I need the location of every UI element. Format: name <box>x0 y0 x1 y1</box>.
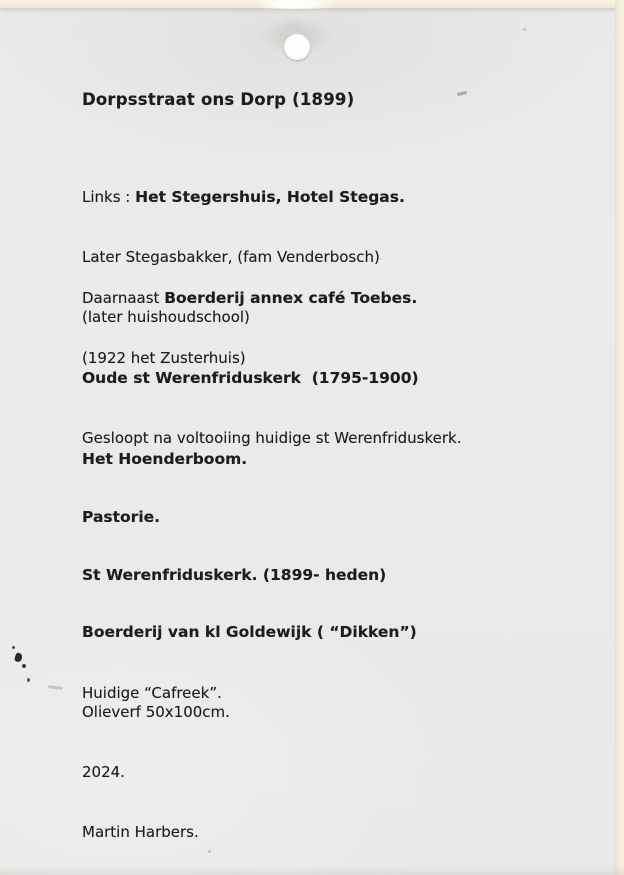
text-segment: Huidige “Cafreek”. <box>82 684 222 702</box>
section-colophon <box>82 663 230 875</box>
scanner-edge-right <box>615 0 624 875</box>
pencil-mark <box>457 91 467 96</box>
text-segment: Het Stegershuis, Hotel Stegas. <box>135 188 405 206</box>
text-line <box>82 287 417 309</box>
ink-mark <box>48 685 63 690</box>
text-segment: Martin Harbers. <box>82 823 199 841</box>
ink-mark <box>22 664 26 668</box>
text-segment: Oude st Werenfriduskerk (1795-1900) <box>82 369 419 387</box>
paper-speck <box>523 28 526 31</box>
text-segment: (later huishoudschool) <box>82 308 250 326</box>
text-segment: Daarnaast <box>82 289 165 307</box>
text-segment: Pastorie. <box>82 508 161 526</box>
text-segment: Boerderij van kl Goldewijk ( “Dikken”) <box>82 623 417 641</box>
text-line <box>82 761 230 783</box>
text-segment: Links : <box>82 188 136 206</box>
text-segment: Boerderij annex café Toebes. <box>164 289 418 307</box>
ink-mark <box>27 678 30 682</box>
text-segment: (1922 het Zusterhuis) <box>82 349 246 367</box>
ink-mark <box>14 652 24 663</box>
text-line <box>82 701 230 723</box>
paper-speck <box>380 258 382 260</box>
text-line <box>82 367 461 389</box>
text-segment: St Werenfriduskerk. (1899- heden) <box>82 566 387 584</box>
punch-hole <box>284 34 310 60</box>
text-line <box>82 621 417 644</box>
text-segment: Olieverf 50x100cm. <box>82 703 230 721</box>
page-title: Dorpsstraat ons Dorp (1899) <box>82 90 355 109</box>
text-segment: 2024. <box>82 763 125 781</box>
text-line <box>82 448 247 470</box>
text-segment: Later Stegasbakker, (fam Venderbosch) <box>82 248 380 266</box>
text-segment: Het Hoenderboom. <box>82 450 248 468</box>
text-line <box>82 186 405 208</box>
paper-speck <box>103 710 106 712</box>
text-line <box>82 506 160 528</box>
paper-speck <box>208 850 211 853</box>
text-segment: Gesloopt na voltooiing huidige st Werenfriduskerk. <box>82 429 462 447</box>
ink-mark <box>12 646 15 649</box>
text-line <box>82 821 230 843</box>
